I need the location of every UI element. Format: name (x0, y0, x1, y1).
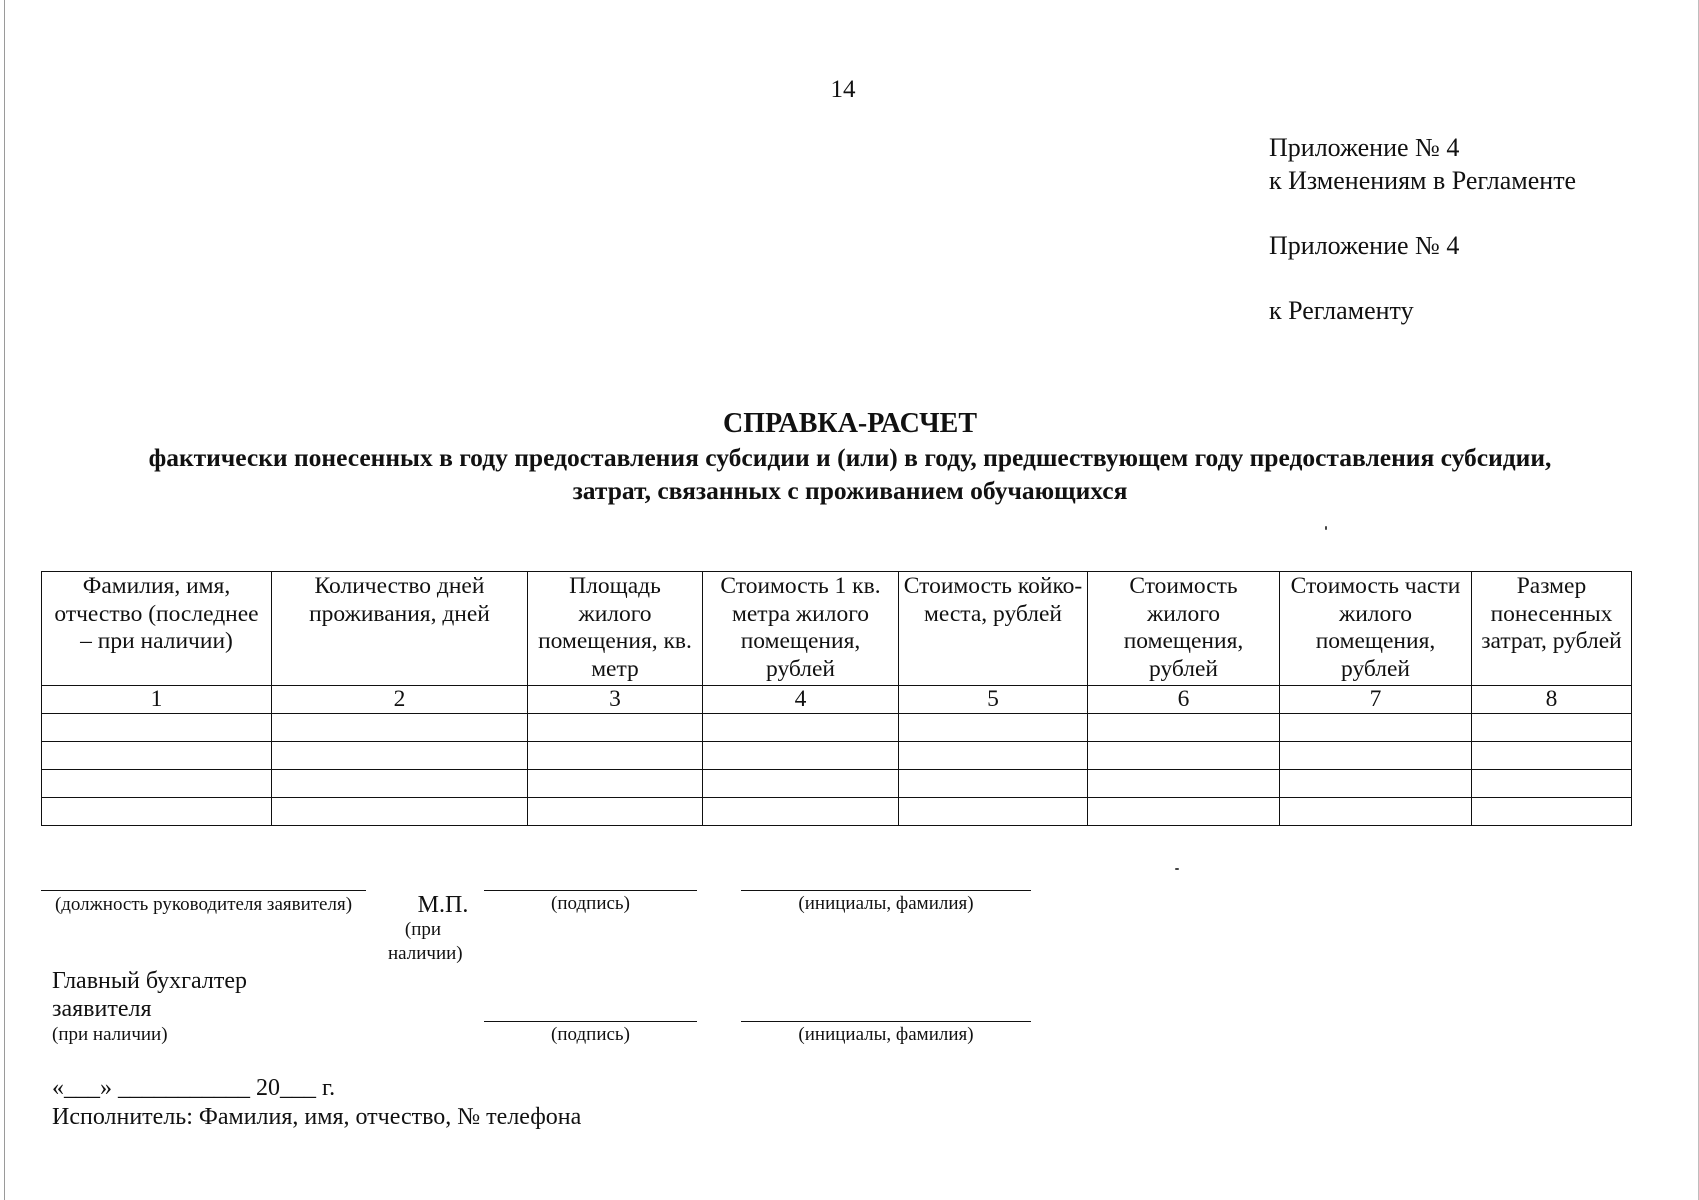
table-cell[interactable] (1280, 770, 1472, 798)
table-cell[interactable] (1472, 714, 1632, 742)
column-header: Фамилия, имя, отчество (последнее – при наличии) (42, 572, 272, 686)
table-row (42, 742, 1632, 770)
column-header: Стоимость койко-места, рублей (899, 572, 1088, 686)
appendix-line-4: к Регламенту (1269, 296, 1414, 325)
appendix-line-2: к Изменениям в Регламенте (1269, 166, 1577, 195)
column-header: Количество дней проживания, дней (272, 572, 528, 686)
document-subtitle (40, 441, 1660, 507)
table-cell[interactable] (899, 798, 1088, 826)
stamp-caption: (при наличии) (388, 919, 463, 964)
accountant-label-line-2: заявителя (52, 996, 152, 1022)
column-header: Площадь жилого помещения, кв. метр (528, 572, 703, 686)
accountant-initials-line[interactable] (741, 1021, 1031, 1022)
signature-line[interactable] (484, 890, 697, 891)
table-cell[interactable] (272, 714, 528, 742)
table-cell[interactable] (1280, 742, 1472, 770)
scan-speck (1175, 868, 1179, 870)
stamp-label: М.П. (417, 892, 469, 918)
table-cell[interactable] (1472, 770, 1632, 798)
table-cell[interactable] (42, 714, 272, 742)
table-cell[interactable] (899, 714, 1088, 742)
initials-caption: (инициалы, фамилия) (798, 893, 974, 914)
position-caption: (должность руководителя заявителя) (54, 894, 353, 915)
subtitle-line-2: затрат, связанных с проживанием обучающихся (572, 476, 1128, 505)
table-cell[interactable] (1472, 742, 1632, 770)
table-cell[interactable] (42, 798, 272, 826)
accountant-signature-caption: (подпись) (551, 1024, 630, 1045)
appendix-line-1: Приложение № 4 (1269, 133, 1460, 162)
table-cell[interactable] (1088, 742, 1280, 770)
table-cell[interactable] (703, 770, 899, 798)
accountant-label-line-1: Главный бухгалтер (52, 968, 247, 994)
accountant-signature-line[interactable] (484, 1021, 697, 1022)
table-cell[interactable] (703, 714, 899, 742)
executor-line: Исполнитель: Фамилия, имя, отчество, № телефона (52, 1104, 582, 1130)
table-header-row (42, 572, 1632, 686)
column-number: 6 (1088, 686, 1280, 714)
table-cell[interactable] (1280, 798, 1472, 826)
column-number: 8 (1472, 686, 1632, 714)
table-row (42, 798, 1632, 826)
table-cell[interactable] (1088, 798, 1280, 826)
signature-caption: (подпись) (551, 893, 630, 914)
column-header: Стоимость жилого помещения, рублей (1088, 572, 1280, 686)
table-cell[interactable] (528, 770, 703, 798)
accountant-caption: (при наличии) (52, 1024, 168, 1045)
subtitle-line-1: фактически понесенных в году предоставления субсидии и (или) в году, предшествующем году предоставления субсидии, (148, 443, 1552, 472)
table-cell[interactable] (272, 798, 528, 826)
table-row (42, 770, 1632, 798)
table-cell[interactable] (899, 770, 1088, 798)
table-cell[interactable] (528, 714, 703, 742)
table-row (42, 714, 1632, 742)
appendix-line-3: Приложение № 4 (1269, 231, 1460, 260)
table-cell[interactable] (272, 770, 528, 798)
column-header: Стоимость 1 кв. метра жилого помещения, рублей (703, 572, 899, 686)
initials-line[interactable] (741, 890, 1031, 891)
position-signature-line[interactable] (41, 890, 366, 891)
column-number-row (42, 686, 1632, 714)
table-cell[interactable] (42, 770, 272, 798)
table-cell[interactable] (528, 742, 703, 770)
column-number: 2 (272, 686, 528, 714)
scan-speck (1325, 526, 1327, 530)
table-cell[interactable] (1472, 798, 1632, 826)
column-header: Стоимость части жилого помещения, рублей (1280, 572, 1472, 686)
column-number: 7 (1280, 686, 1472, 714)
table-cell[interactable] (703, 798, 899, 826)
column-number: 5 (899, 686, 1088, 714)
table-cell[interactable] (1088, 770, 1280, 798)
column-number: 3 (528, 686, 703, 714)
accountant-initials-caption: (инициалы, фамилия) (798, 1024, 974, 1045)
table-cell[interactable] (899, 742, 1088, 770)
table-cell[interactable] (42, 742, 272, 770)
table-cell[interactable] (1280, 714, 1472, 742)
page-edge (4, 0, 5, 1200)
calculation-table (41, 571, 1632, 826)
table-cell[interactable] (1088, 714, 1280, 742)
column-number: 1 (42, 686, 272, 714)
column-number: 4 (703, 686, 899, 714)
column-header: Размер понесенных затрат, рублей (1472, 572, 1632, 686)
table-cell[interactable] (272, 742, 528, 770)
page-number: 14 (830, 76, 856, 103)
table-cell[interactable] (528, 798, 703, 826)
table-cell[interactable] (703, 742, 899, 770)
date-line: «___» ___________ 20___ г. (52, 1075, 336, 1101)
document-title: СПРАВКА-РАСЧЕТ (722, 408, 978, 439)
